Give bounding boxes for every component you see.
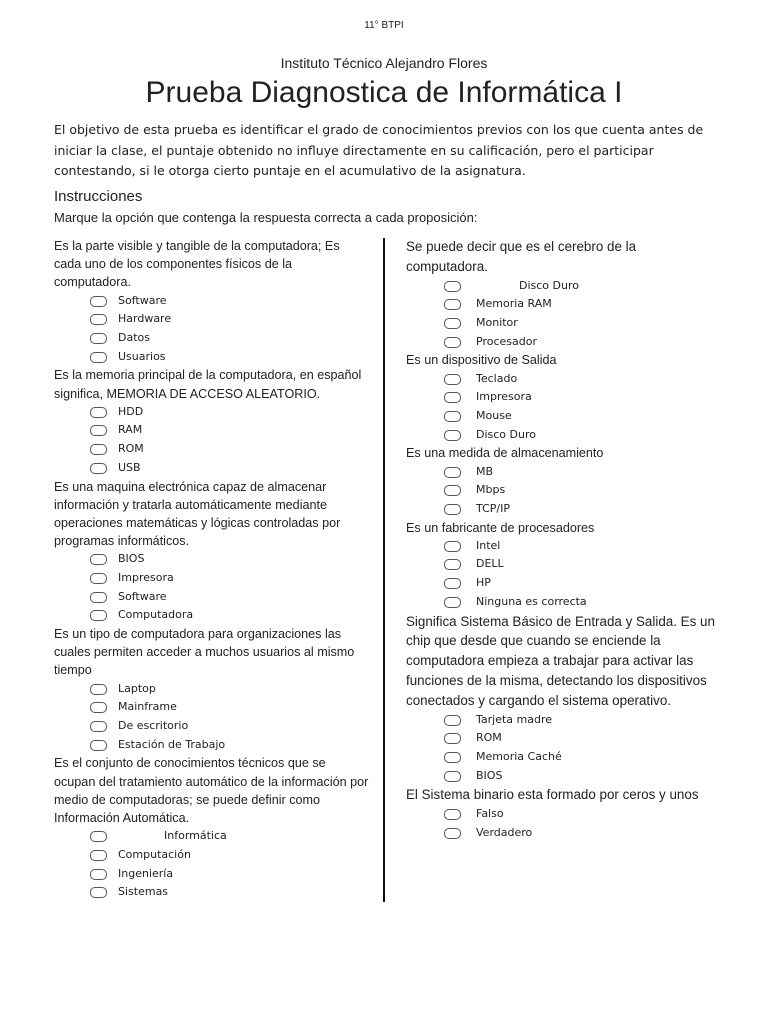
- answer-option[interactable]: [54, 421, 369, 440]
- radio-button[interactable]: [444, 485, 461, 496]
- radio-button[interactable]: [90, 721, 107, 732]
- answer-option[interactable]: [406, 824, 721, 843]
- option-label: BIOS: [118, 552, 145, 566]
- answer-option[interactable]: [406, 295, 721, 314]
- answer-option[interactable]: [406, 277, 721, 296]
- answer-option[interactable]: [406, 481, 721, 500]
- question-text: Es el conjunto de conocimientos técnicos que se ocupan del tratamiento automático de la información por medio de computadoras; se puede definir como Información Automática.: [54, 756, 369, 826]
- page-title: Prueba Diagnostica de Informática I: [145, 76, 623, 109]
- option-label: RAM: [118, 423, 143, 437]
- option-label: Laptop: [118, 681, 156, 695]
- header-code: 11° BTPI: [364, 20, 404, 31]
- answer-option[interactable]: [406, 748, 721, 767]
- answer-option[interactable]: [406, 537, 721, 556]
- answer-option[interactable]: [54, 403, 369, 422]
- radio-button[interactable]: [90, 407, 107, 418]
- answer-option[interactable]: [54, 292, 369, 311]
- option-label: Intel: [476, 538, 501, 552]
- option-label: Teclado: [476, 371, 518, 385]
- radio-button[interactable]: [444, 337, 461, 348]
- option-label: Falso: [476, 807, 504, 821]
- option-label: Memoria Caché: [476, 749, 562, 763]
- option-label: Software: [118, 589, 167, 603]
- option-label: Software: [118, 293, 167, 307]
- answer-option[interactable]: [54, 569, 369, 588]
- radio-button[interactable]: [444, 392, 461, 403]
- answer-option[interactable]: [54, 329, 369, 348]
- radio-button[interactable]: [90, 425, 107, 436]
- answer-option[interactable]: [406, 711, 721, 730]
- intro-paragraph: El objetivo de esta prueba es identificar el grado de conocimientos previos con los que cuenta antes de iniciar la clase, el puntaje obtenido no influye directamente en su calificación, pero el participar contestando, si le otorga cierto puntaje en el acumulativo de la asignatura.: [54, 122, 704, 178]
- option-label: ROM: [476, 731, 502, 745]
- radio-button[interactable]: [90, 684, 107, 695]
- left-column: [54, 237, 369, 902]
- option-label: Estación de Trabajo: [118, 737, 226, 751]
- answer-option[interactable]: [406, 407, 721, 426]
- instructions-heading: Instrucciones: [54, 188, 143, 205]
- option-label: Ingeniería: [118, 866, 174, 880]
- answer-option[interactable]: [54, 550, 369, 569]
- answer-option[interactable]: [406, 729, 721, 748]
- radio-button[interactable]: [444, 467, 461, 478]
- question-text: Es un tipo de computadora para organizaciones las cuales permiten acceder a muchos usuarios al mismo tiempo: [54, 627, 355, 678]
- option-label: Tarjeta madre: [476, 712, 553, 726]
- answer-option[interactable]: [406, 333, 721, 352]
- answer-option[interactable]: [406, 388, 721, 407]
- option-label: De escritorio: [118, 719, 189, 733]
- option-label: Hardware: [118, 312, 172, 326]
- answer-option[interactable]: [54, 680, 369, 699]
- option-label: Memoria RAM: [476, 297, 552, 311]
- radio-button[interactable]: [90, 444, 107, 455]
- option-label: Datos: [118, 330, 150, 344]
- answer-option[interactable]: [54, 717, 369, 736]
- answer-option[interactable]: [406, 426, 721, 445]
- option-label: Disco Duro: [476, 427, 536, 441]
- answer-option[interactable]: [54, 459, 369, 478]
- institution-name: Instituto Técnico Alejandro Flores: [280, 55, 488, 71]
- radio-button[interactable]: [90, 610, 107, 621]
- option-label: Ninguna es correcta: [476, 594, 587, 608]
- answer-option[interactable]: [54, 348, 369, 367]
- answer-option[interactable]: [54, 588, 369, 607]
- radio-button[interactable]: [444, 541, 461, 552]
- answer-option[interactable]: [406, 805, 721, 824]
- question-text: Significa Sistema Básico de Entrada y Salida. Es un chip que desde que cuando se enciende la computadora empieza a trabajar para activar las funciones de la misma, detectando los dispositivos conectados y cargando el sistema operativo.: [406, 613, 715, 708]
- option-label: Mouse: [476, 408, 512, 422]
- radio-button[interactable]: [90, 352, 107, 363]
- radio-button[interactable]: [444, 715, 461, 726]
- radio-button[interactable]: [90, 573, 107, 584]
- radio-button[interactable]: [90, 554, 107, 565]
- radio-button[interactable]: [444, 559, 461, 570]
- radio-button[interactable]: [90, 463, 107, 474]
- question-text: Se puede decir que es el cerebro de la computadora.: [406, 239, 637, 274]
- radio-button[interactable]: [444, 299, 461, 310]
- answer-option[interactable]: [54, 606, 369, 625]
- answer-option[interactable]: [406, 370, 721, 389]
- option-label: HP: [476, 576, 491, 590]
- option-label: Usuarios: [118, 349, 166, 363]
- option-label: Sistemas: [118, 885, 169, 899]
- answer-option[interactable]: [54, 846, 369, 865]
- option-label: HDD: [118, 404, 144, 418]
- question-text: Es la memoria principal de la computadora, en español significa, MEMORIA DE ACCESO ALEATORIO.: [54, 368, 362, 401]
- radio-button[interactable]: [444, 809, 461, 820]
- answer-option[interactable]: [54, 865, 369, 884]
- radio-button[interactable]: [90, 740, 107, 751]
- column-divider: [383, 238, 385, 902]
- question-text: Es una medida de almacenamiento: [406, 446, 604, 461]
- answer-option[interactable]: [406, 463, 721, 482]
- radio-button[interactable]: [90, 702, 107, 713]
- radio-button[interactable]: [444, 411, 461, 422]
- radio-button[interactable]: [444, 318, 461, 329]
- option-label: Disco Duro: [519, 278, 579, 292]
- answer-option[interactable]: [54, 440, 369, 459]
- radio-button[interactable]: [444, 374, 461, 385]
- question-text: Es un fabricante de procesadores: [406, 520, 595, 535]
- radio-button[interactable]: [90, 850, 107, 861]
- radio-button[interactable]: [90, 296, 107, 307]
- radio-button[interactable]: [444, 597, 461, 608]
- answer-option[interactable]: [54, 883, 369, 902]
- answer-option[interactable]: [54, 310, 369, 329]
- answer-option[interactable]: [406, 767, 721, 786]
- answer-option[interactable]: [54, 827, 369, 846]
- option-label: Mainframe: [118, 700, 177, 714]
- radio-button[interactable]: [90, 592, 107, 603]
- radio-button[interactable]: [444, 578, 461, 589]
- radio-button[interactable]: [444, 504, 461, 515]
- option-label: Monitor: [476, 315, 518, 329]
- option-label: Informática: [164, 829, 227, 843]
- radio-button[interactable]: [90, 869, 107, 880]
- option-label: Computación: [118, 847, 191, 861]
- question-text: Es una maquina electrónica capaz de almacenar información y tratarla automáticamente mediante operaciones matemáticas y lógicas controladas por programas informáticos.: [54, 479, 341, 549]
- radio-button[interactable]: [444, 771, 461, 782]
- radio-button[interactable]: [90, 831, 107, 842]
- option-label: Impresora: [118, 571, 174, 585]
- radio-button[interactable]: [90, 333, 107, 344]
- radio-button[interactable]: [444, 733, 461, 744]
- instructions-text: Marque la opción que contenga la respuesta correcta a cada proposición:: [54, 210, 478, 225]
- radio-button[interactable]: [444, 828, 461, 839]
- option-label: ROM: [118, 442, 144, 456]
- option-label: Mbps: [476, 483, 506, 497]
- answer-option[interactable]: [406, 593, 721, 612]
- option-label: Impresora: [476, 390, 532, 404]
- radio-button[interactable]: [90, 314, 107, 325]
- option-label: DELL: [476, 557, 504, 571]
- answer-option[interactable]: [54, 698, 369, 717]
- option-label: TCP/IP: [476, 501, 510, 515]
- radio-button[interactable]: [444, 752, 461, 763]
- answer-option[interactable]: [406, 500, 721, 519]
- question-text: Es un dispositivo de Salida: [406, 353, 557, 368]
- option-label: MB: [476, 464, 494, 478]
- question-text: Es la parte visible y tangible de la computadora; Es cada uno de los componentes físicos de la computadora.: [54, 239, 340, 290]
- option-label: BIOS: [476, 768, 503, 782]
- option-label: Procesador: [476, 334, 537, 348]
- option-label: Verdadero: [476, 825, 533, 839]
- radio-button[interactable]: [444, 430, 461, 441]
- answer-option[interactable]: [406, 574, 721, 593]
- radio-button[interactable]: [90, 887, 107, 898]
- answer-option[interactable]: [406, 314, 721, 333]
- right-column: [406, 237, 721, 842]
- radio-button[interactable]: [444, 281, 461, 292]
- question-text: El Sistema binario esta formado por ceros y unos: [406, 787, 699, 803]
- answer-option[interactable]: [54, 736, 369, 755]
- option-label: Computadora: [118, 608, 194, 622]
- answer-option[interactable]: [406, 555, 721, 574]
- option-label: USB: [118, 460, 141, 474]
